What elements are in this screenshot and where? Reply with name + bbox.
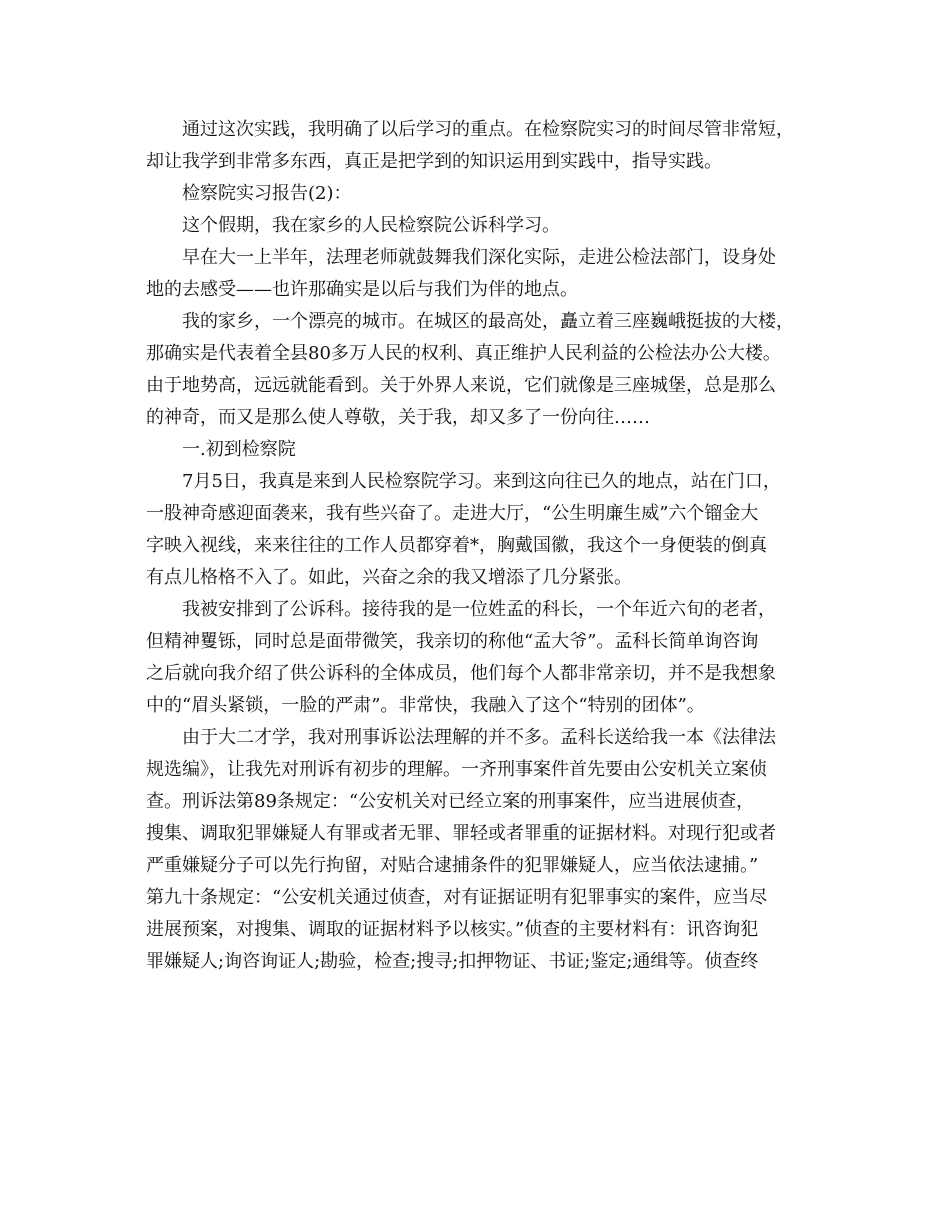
text-line: 搜集、调取犯罪嫌疑人有罪或者无罪、罪轻或者罪重的证据材料。对现行犯或者 (146, 823, 776, 844)
text-line: 严重嫌疑分子可以先行拘留，对贴合逮捕条件的犯罪嫌疑人，应当依法逮捕。” (146, 855, 759, 876)
text-line: 我的家乡，一个漂亮的城市。在城区的最高处，矗立着三座巍峨挺拔的大楼， (182, 311, 794, 332)
text-line: 第九十条规定：“公安机关通过侦查，对有证据证明有犯罪事实的案件，应当尽 (146, 887, 768, 908)
text-line: 之后就向我介绍了供公诉科的全体成员，他们每个人都非常亲切，并不是我想象 (146, 663, 776, 684)
text-line: 我被安排到了公诉科。接待我的是一位姓孟的科长，一个年近六旬的老者， (182, 599, 776, 620)
text-line: 早在大一上半年，法理老师就鼓舞我们深化实际，走进公检法部门，设身处 (182, 247, 776, 268)
text-line: 的神奇，而又是那么使人尊敬，关于我，却又多了一份向往…… (146, 407, 650, 428)
text-line: 有点儿格格不入了。如此，兴奋之余的我又增添了几分紧张。 (146, 567, 632, 588)
text-line: 规选编》，让我先对刑诉有初步的理解。一齐刑事案件首先要由公安机关立案侦 (146, 759, 767, 780)
text-line: 中的“眉头紧锁，一脸的严肃”。非常快，我融入了这个“特别的团体”。 (146, 695, 705, 716)
text-line: 通过这次实践，我明确了以后学习的重点。在检察院实习的时间尽管非常短， (182, 119, 794, 140)
text-line: 查。刑诉法第89条规定：“公安机关对已经立案的刑事案件，应当进展侦查， (146, 791, 755, 812)
text-line: 那确实是代表着全县80多万人民的权利、真正维护人民利益的公检法办公大楼。 (146, 343, 781, 364)
text-line: 由于地势高，远远就能看到。关于外界人来说，它们就像是三座城堡，总是那么 (146, 375, 776, 396)
text-line: 一.初到检察院 (182, 439, 296, 460)
text-line: 罪嫌疑人;询咨询证人;勘验，检查;搜寻;扣押物证、书证;鉴定;通缉等。侦查终 (146, 951, 759, 972)
text-line: 字映入视线，来来往往的工作人员都穿着*，胸戴国徽，我这个一身便装的倒真 (146, 535, 767, 556)
document-body (146, 114, 808, 978)
text-line: 7月5日，我真是来到人民检察院学习。来到这向往已久的地点，站在门口， (182, 471, 781, 492)
text-line: 进展预案，对搜集、调取的证据材料予以核实。”侦查的主要材料有：讯咨询犯 (146, 919, 759, 940)
text-line: 检察院实习报告(2)： (182, 183, 352, 204)
text-line: 由于大二才学，我对刑事诉讼法理解的并不多。孟科长送给我一本《法律法 (182, 727, 776, 748)
text-line: 一股神奇感迎面袭来，我有些兴奋了。走进大厅，“公生明廉生威”六个镏金大 (146, 503, 759, 524)
text-line: 却让我学到非常多东西，真正是把学到的知识运用到实践中，指导实践。 (146, 151, 722, 172)
text-line: 但精神矍铄，同时总是面带微笑，我亲切的称他“孟大爷”。孟科长简单询咨询 (146, 631, 759, 652)
text-line: 这个假期，我在家乡的人民检察院公诉科学习。 (182, 215, 560, 236)
text-line: 地的去感受——也许那确实是以后与我们为伴的地点。 (146, 279, 578, 300)
